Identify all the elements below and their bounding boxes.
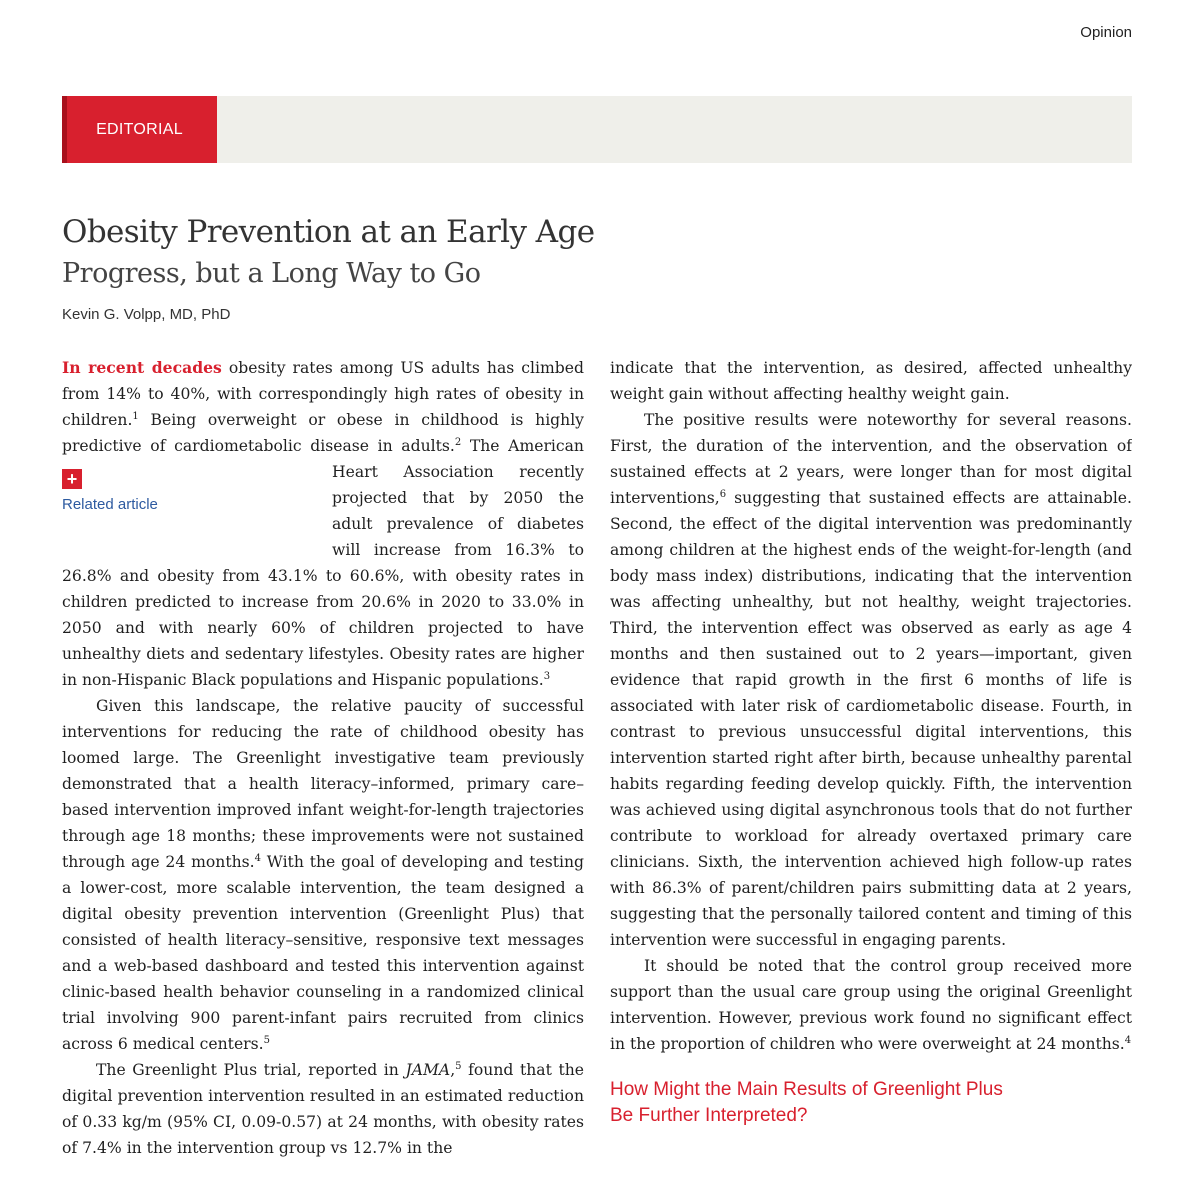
section-heading: How Might the Main Results of Greenlight Plus Be Further Interpreted? [610,1079,1003,1126]
paragraph-1: In recent decades obesity rates among US adults has climbed from 14% to 40%, with correspondingly high rates of obesity in children.$^1$ Being overweight or obese in childhood is highly predictive of cardiometabolic disease in adults.$^2$ + Related article The American Heart Association recently projected that by 2050 the adult prevalence of diabetes will increase from 16.3% to 26.8% and obesity from 43.1% to 60.6%, with obesity rates in children predicted to increase from 20.6% in 2020 to 33.0% in 2050 and with nearly 60% of children projected to have unhealthy diets and sedentary lifestyles. Obesity rates are higher in non-Hispanic Black populations and Hispanic populations.$^3$ [62,358,584,689]
reference-4b[interactable]: 4 [1124,1034,1132,1046]
reference-3[interactable]: 3 [543,670,551,682]
journal-name: JAMA [405,1061,451,1079]
reference-4[interactable]: 4 [254,852,261,864]
article-type-band [62,96,1132,163]
author-byline: Kevin G. Volpp, MD, PhD [62,306,231,323]
reference-5b[interactable]: 5 [455,1060,462,1072]
body-column-right [610,355,1132,1200]
body-column-left [62,355,584,1200]
paragraph-continued: indicate that the intervention, as desired, affected unhealthy weight gain without affecting healthy weight gain. [610,359,1132,403]
paragraph-control-group: It should be noted that the control group received more support than the usual care group using the original Greenlight intervention. However, previous work found no significant effect in the proportion of children who were overweight at 24 months.$^4$ [610,957,1132,1053]
lead-in: In recent decades [62,358,222,377]
plus-icon[interactable]: + [62,469,82,489]
reference-5[interactable]: 5 [263,1034,270,1046]
reference-1[interactable]: 1 [132,410,139,422]
section-label: Opinion [1080,24,1132,41]
editorial-tag: EDITORIAL [62,96,217,163]
paragraph-reasons: The positive results were noteworthy for several reasons. First, the duration of the intervention, and the observation of sustained effects at 2 years, were longer than for most digital interventions,$^6$ suggesting that sustained effects are attainable. Second, the effect of the digital intervention was predominantly among children at the highest ends of the weight-for-length (and body mass index) distributions, indicating that the intervention was affecting unhealthy, but not healthy, weight trajectories. Third, the intervention effect was observed as early as age 4 months and then sustained out to 2 years—important, given evidence that rapid growth in the first 6 months of life is associated with later risk of cardiometabolic disease. Fourth, in contrast to previous unsuccessful digital interventions, this intervention started right after birth, because unhealthy parental habits regarding feeding develop quickly. Fifth, the intervention was achieved using digital asynchronous tools that do not further contribute to workload for already overtaxed primary care clinicians. Sixth, the intervention achieved high follow-up rates with 86.3% of parent/children pairs submitting data at 2 years, suggesting that the personally tailored content and timing of this intervention were successful in engaging parents. [610,411,1132,949]
reference-6[interactable]: 6 [719,488,727,500]
related-article-link[interactable]: Related article [62,496,158,513]
paragraph-2: Given this landscape, the relative paucity of successful interventions for reducing the rate of childhood obesity has loomed large. The Greenlight investigative team previously demonstrated that a health literacy–informed, primary care–based intervention improved infant weight-for-length trajectories through age 18 months; these improvements were not sustained through age 24 months.$^4$ With the goal of developing and testing a lower-cost, more scalable intervention, the team designed a digital obesity prevention intervention (Greenlight Plus) that consisted of health literacy–sensitive, responsive text messages and a web-based dashboard and tested this intervention against clinic-based health behavior counseling in a randomized clinical trial involving 900 parent-infant pairs recruited from clinics across 6 medical centers.$^5$ [62,697,584,1053]
related-article-box[interactable] [62,463,332,541]
article-title: Obesity Prevention at an Early Age [62,214,595,250]
article-subtitle: Progress, but a Long Way to Go [62,258,481,289]
reference-2[interactable]: 2 [454,436,462,448]
paragraph-3: The Greenlight Plus trial, reported in JAMA,$^5$ found that the digital prevention intervention resulted in an estimated reduction of 0.33 kg/m (95% CI, 0.09-0.57) at 24 months, with obesity rates of 7.4% in the intervention group vs 12.7% in the [62,1060,584,1157]
